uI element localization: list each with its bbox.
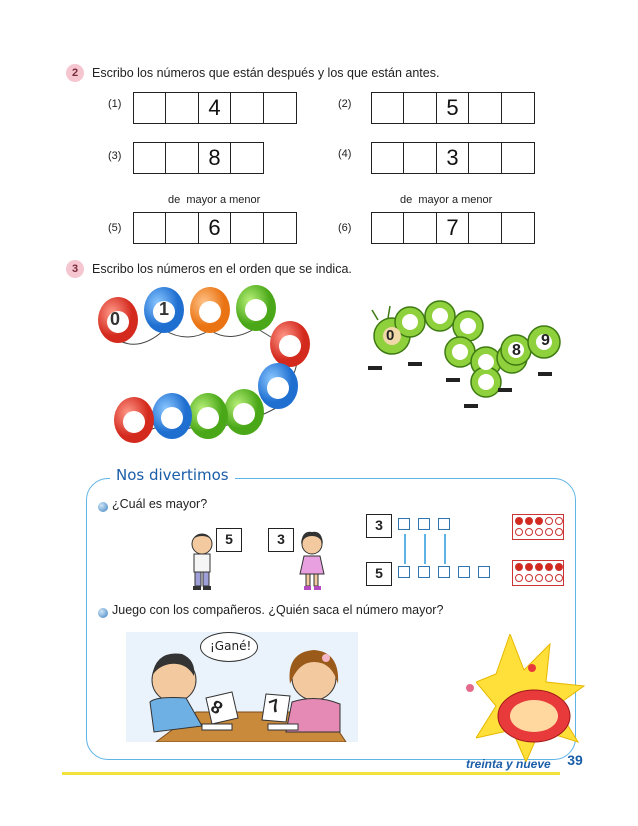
balloon-number-0: 0 [110,309,121,329]
label-1: (1) [108,98,122,110]
caterpillar-number-0: 0 [386,327,395,344]
cell[interactable] [468,142,502,174]
cell[interactable] [501,212,535,244]
compare-card-top: 3 [366,514,392,538]
exercise-2-instruction: Escribo los números que están después y los que están antes. [92,66,440,80]
cell[interactable] [230,92,264,124]
caterpillar-illustration [348,292,578,420]
number-row-5 [134,212,297,244]
balloon-9 [114,397,154,443]
balloon-7 [188,393,228,439]
question-2: Juego con los compañeros. ¿Quién saca el número mayor? [112,603,444,617]
order-label-right: de mayor a menor [400,194,493,206]
square [418,518,430,530]
balloon-4 [270,321,310,367]
sun-mascot-icon [476,634,586,762]
label-2: (2) [338,98,352,110]
balloon-3 [236,285,276,331]
footer-line [62,772,560,775]
speech-text: ¡Gané! [210,639,252,653]
cell[interactable] [165,92,199,124]
square [398,518,410,530]
card-eight: 8 [207,695,227,719]
boy-card: 5 [216,528,242,552]
given-number: 3 [436,142,470,174]
label-5: (5) [108,222,122,234]
number-row-4 [372,142,535,174]
bullet-icon [98,502,108,512]
given-number: 5 [436,92,470,124]
square [478,566,490,578]
given-number: 6 [198,212,232,244]
ten-frame-3 [512,514,564,540]
question-1: ¿Cuál es mayor? [112,497,208,511]
cell[interactable] [371,142,405,174]
girl-illustration [292,530,332,594]
cell[interactable] [133,142,167,174]
cell[interactable] [263,212,297,244]
cell[interactable] [165,212,199,244]
number-row-3 [134,142,264,174]
girl-card: 3 [268,528,294,552]
cell[interactable] [133,212,167,244]
cell[interactable] [403,212,437,244]
cell[interactable] [371,212,405,244]
cell[interactable] [501,92,535,124]
square [398,566,410,578]
match-line [404,534,406,564]
cell[interactable] [403,92,437,124]
cell[interactable] [501,142,535,174]
bullet-icon [98,608,108,618]
cell[interactable] [230,142,264,174]
given-number: 7 [436,212,470,244]
cell[interactable] [371,92,405,124]
match-line [424,534,426,564]
page-number: 39 [567,752,583,768]
number-row-1 [134,92,297,124]
pink-dot [466,684,474,692]
square [458,566,470,578]
cell[interactable] [230,212,264,244]
card-seven: 7 [266,694,283,718]
given-number: 4 [198,92,232,124]
label-3: (3) [108,150,122,162]
square [438,518,450,530]
number-row-2 [372,92,535,124]
exercise-3-instruction: Escribo los números en el orden que se indica. [92,262,352,276]
match-line [444,534,446,564]
ten-frame-5 [512,560,564,586]
cell[interactable] [468,212,502,244]
given-number: 8 [198,142,232,174]
balloon-8 [152,393,192,439]
cell[interactable] [263,92,297,124]
fun-title: Nos divertimos [110,466,235,484]
caterpillar-number-8: 8 [512,342,521,359]
label-6: (6) [338,222,352,234]
square [438,566,450,578]
balloon-string-illustration [80,282,330,452]
exercise-3-number: 3 [66,260,84,278]
footer-text: treinta y nueve [466,757,551,771]
cell[interactable] [133,92,167,124]
balloon-2 [190,287,230,333]
exercise-2-number: 2 [66,64,84,82]
cell[interactable] [468,92,502,124]
label-4: (4) [338,148,352,160]
compare-card-bottom: 5 [366,562,392,586]
caterpillar-number-9: 9 [541,332,550,349]
balloon-5 [258,363,298,409]
cell[interactable] [165,142,199,174]
number-row-6 [372,212,535,244]
balloon-6 [224,389,264,435]
square [418,566,430,578]
balloon-number-1: 1 [159,299,170,319]
order-label-left: de mayor a menor [168,194,261,206]
cell[interactable] [403,142,437,174]
